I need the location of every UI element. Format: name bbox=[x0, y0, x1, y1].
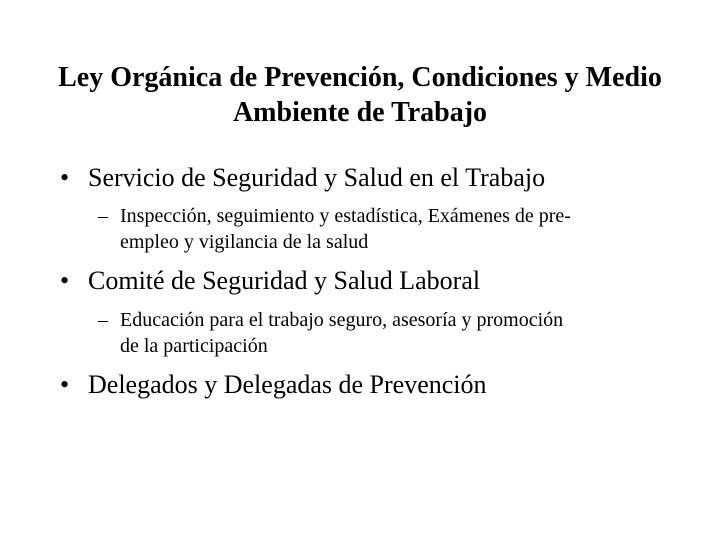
sub-bullet-marker: – bbox=[98, 205, 108, 227]
bullet-text: Delegados y Delegadas de Prevención bbox=[88, 370, 487, 399]
slide-title: Ley Orgánica de Prevención, Condiciones y Medio Ambiente de Trabajo bbox=[58, 62, 662, 128]
sub-bullet-marker: – bbox=[98, 309, 108, 331]
bullet-item bbox=[60, 370, 680, 400]
bullet-marker: • bbox=[60, 370, 70, 399]
bullet-item bbox=[60, 163, 680, 193]
sub-bullet-item bbox=[98, 203, 688, 255]
bullet-text: Servicio de Seguridad y Salud en el Trabajo bbox=[88, 163, 546, 192]
bullet-marker: • bbox=[60, 266, 70, 295]
bullet-item bbox=[60, 266, 680, 296]
sub-bullet-text: Inspección, seguimiento y estadística, Exámenes de pre- empleo y vigilancia de la salud bbox=[120, 205, 571, 253]
bullet-text: Comité de Seguridad y Salud Laboral bbox=[88, 266, 481, 295]
sub-bullet-text: Educación para el trabajo seguro, asesoría y promoción de la participación bbox=[120, 309, 564, 357]
sub-bullet-item bbox=[98, 307, 688, 359]
bullet-marker: • bbox=[60, 163, 70, 192]
